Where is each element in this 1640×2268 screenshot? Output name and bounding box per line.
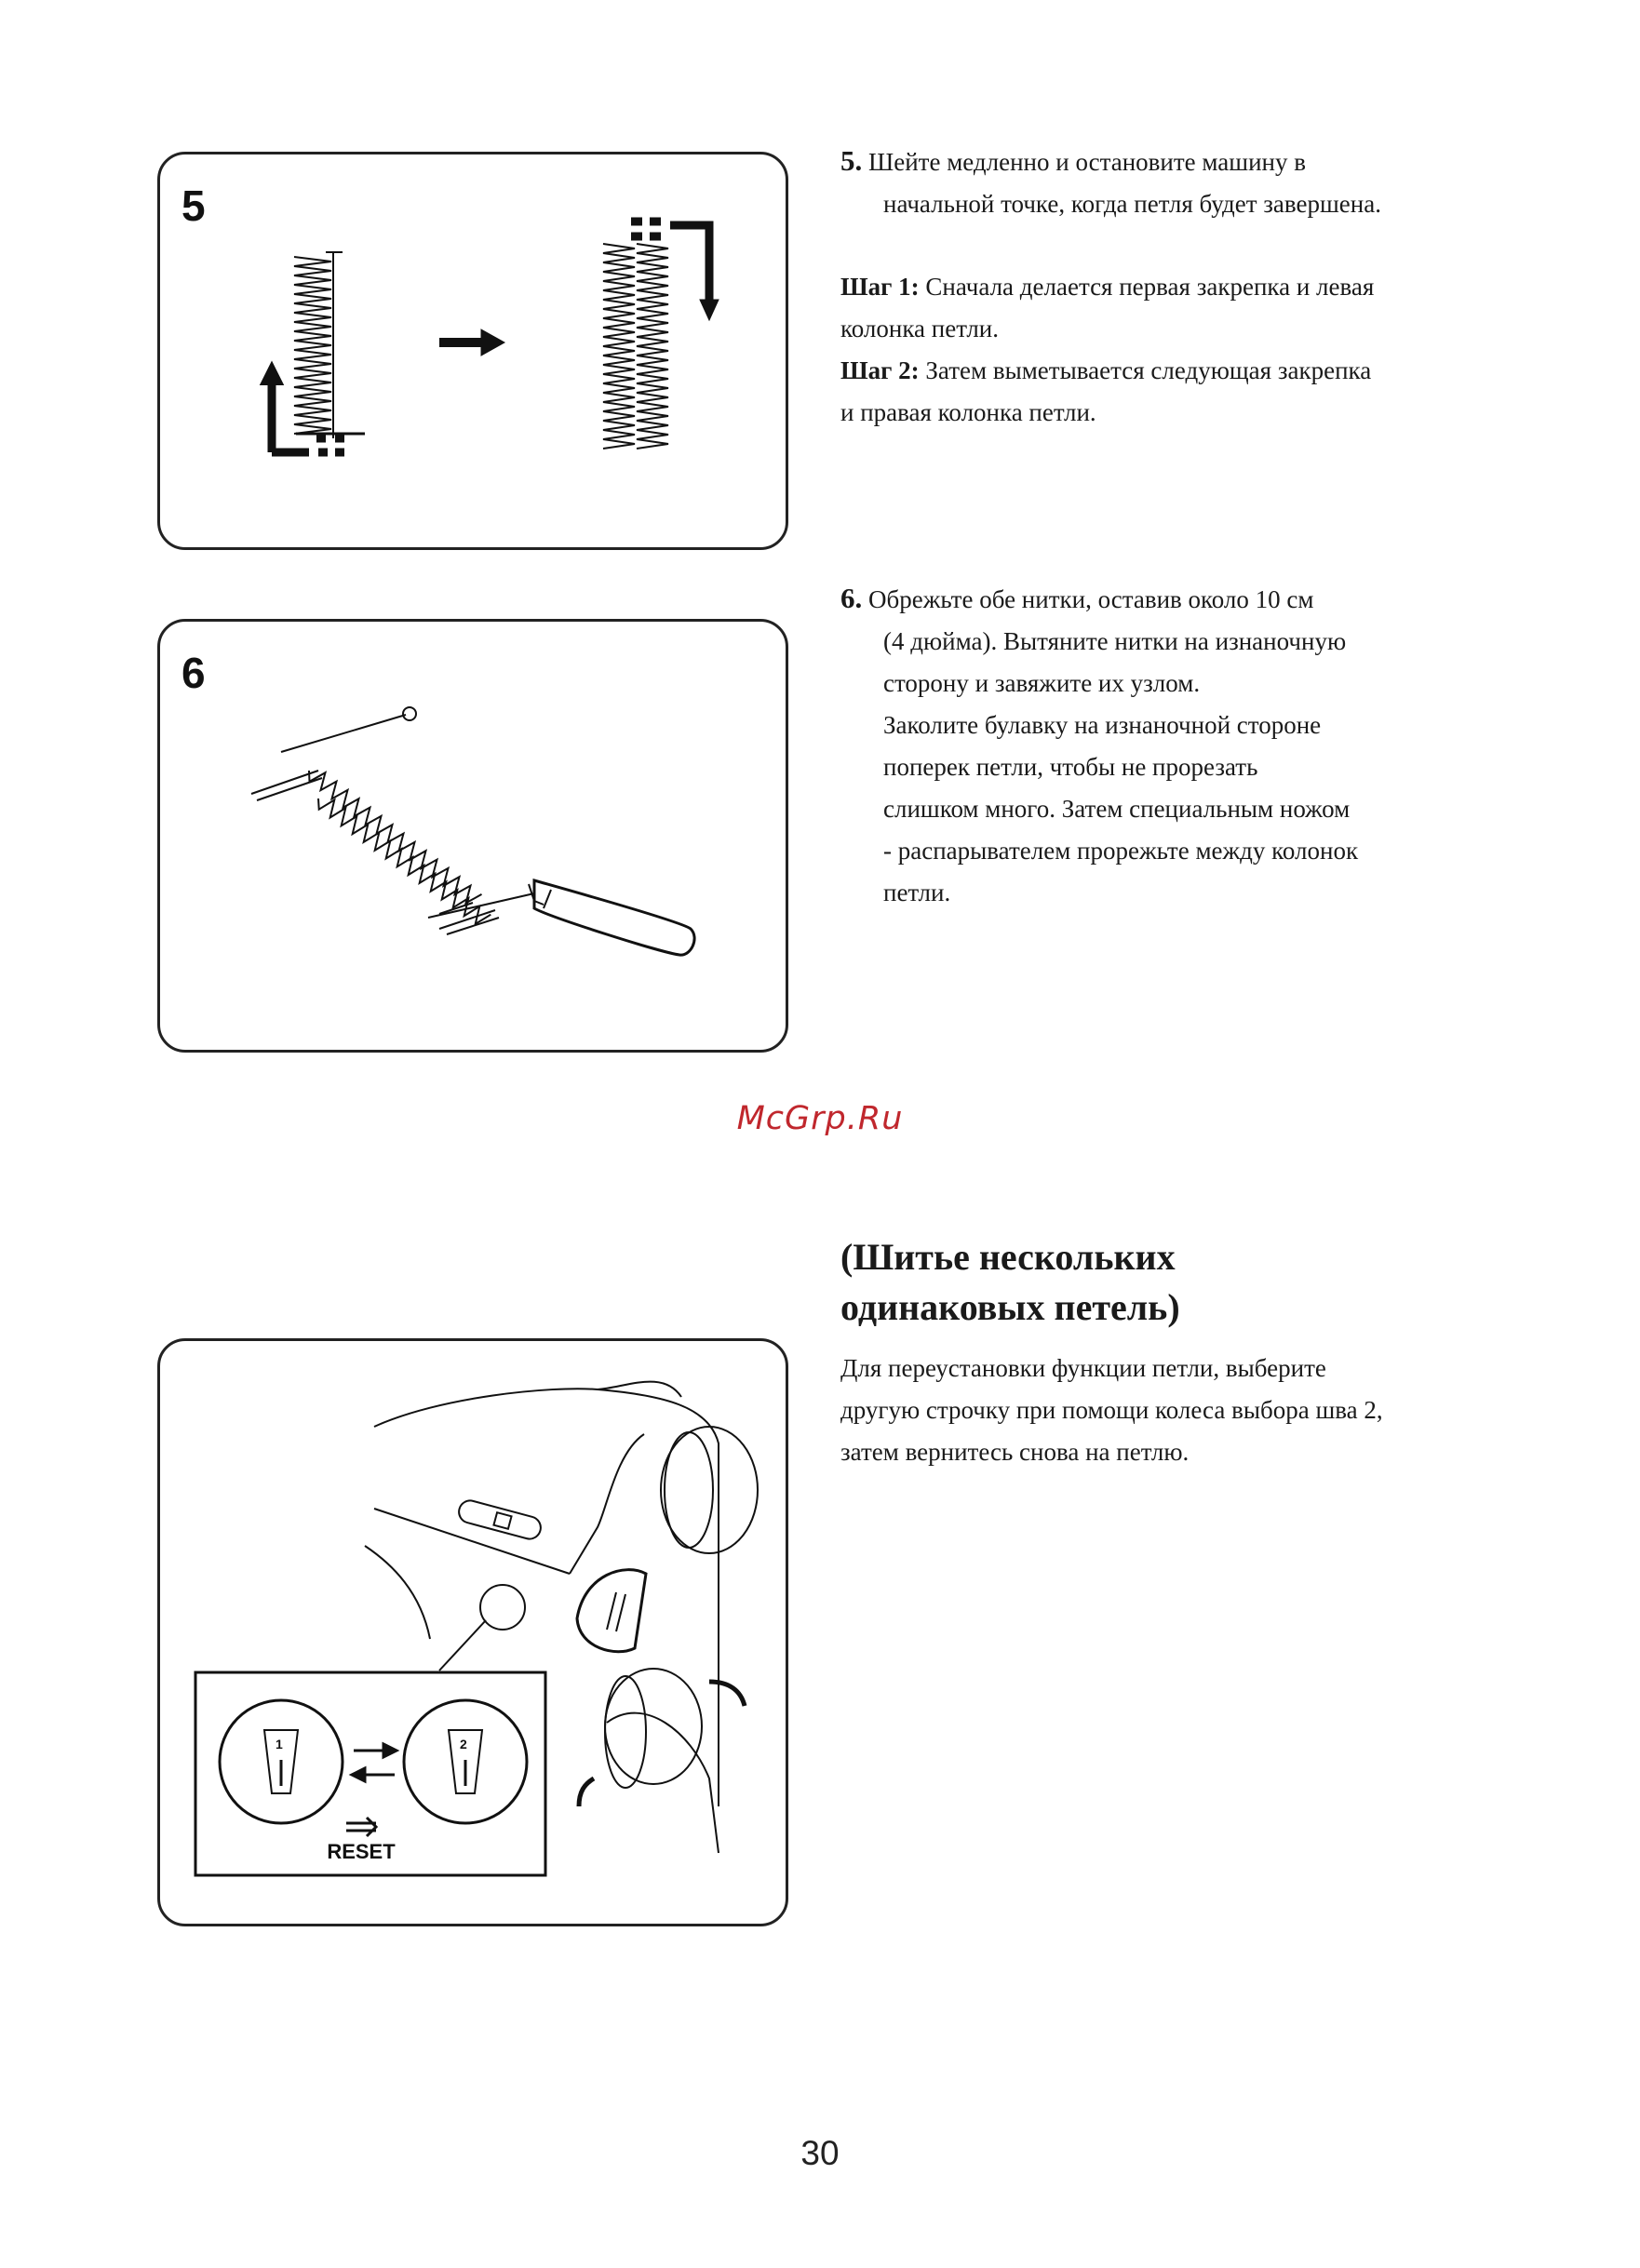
step-5-text (840, 140, 1492, 434)
dial-label-1: 1 (276, 1737, 283, 1751)
seam-ripper-illustration (160, 622, 788, 1053)
step-6-line: поперек петли, чтобы не прорезать (883, 753, 1258, 781)
section-body-line: Для переустановки функции петли, выберите (840, 1354, 1326, 1382)
step-6-line-1: 6. Обрежьте обе нитки, оставив около 10 см (840, 582, 1314, 614)
watermark: McGrp.Ru (736, 1100, 904, 1137)
step-6-line: сторону и завяжите их узлом. (883, 669, 1201, 697)
step-5-line-1: 5. Шейте медленно и остановите машину в (840, 144, 1306, 177)
step-6-line: петли. (883, 879, 951, 906)
section-body-line: другую строчку при помощи колеса выбора шва 2, (840, 1396, 1383, 1424)
section-heading-line-2: одинаковых петель) (840, 1286, 1180, 1328)
dial-label-2: 2 (460, 1737, 467, 1751)
figure-5-panel (157, 152, 788, 550)
step-5-number: 5. (840, 144, 863, 177)
step-6-line: Заколите булавку на изнаночной стороне (883, 711, 1322, 739)
page-number: 30 (800, 2134, 840, 2172)
figure-7-panel (157, 1338, 788, 1926)
figure-6-panel (157, 619, 788, 1053)
section-heading-line-1: (Шитье нескольких (840, 1236, 1176, 1278)
figure-number: 5 (181, 181, 206, 230)
reset-label: RESET (327, 1840, 396, 1863)
substep-2-cont: и правая колонка петли. (840, 398, 1096, 426)
step-5-line-2: начальной точке, когда петля будет завершена. (883, 190, 1381, 218)
figure-number: 6 (181, 649, 206, 697)
step-6-line: слишком много. Затем специальным ножом (883, 795, 1351, 823)
substep-1: Шаг 1: Сначала делается первая закрепка и левая (840, 273, 1375, 301)
step-6-line: (4 дюйма). Вытяните нитки на изнаночную (883, 627, 1347, 655)
step-6-text (840, 577, 1492, 914)
machine-reset-illustration (160, 1341, 788, 1926)
section-body-line: затем вернитесь снова на петлю. (840, 1438, 1190, 1466)
section-heading (840, 1232, 1492, 1333)
substep-2: Шаг 2: Затем выметывается следующая закрепка (840, 356, 1372, 384)
buttonhole-steps-illustration (160, 154, 788, 550)
substep-1-cont: колонка петли. (840, 315, 999, 342)
step-6-line: - распарывателем прорежьте между колонок (883, 837, 1359, 865)
section-body (840, 1348, 1492, 1473)
step-6-number: 6. (840, 582, 863, 614)
